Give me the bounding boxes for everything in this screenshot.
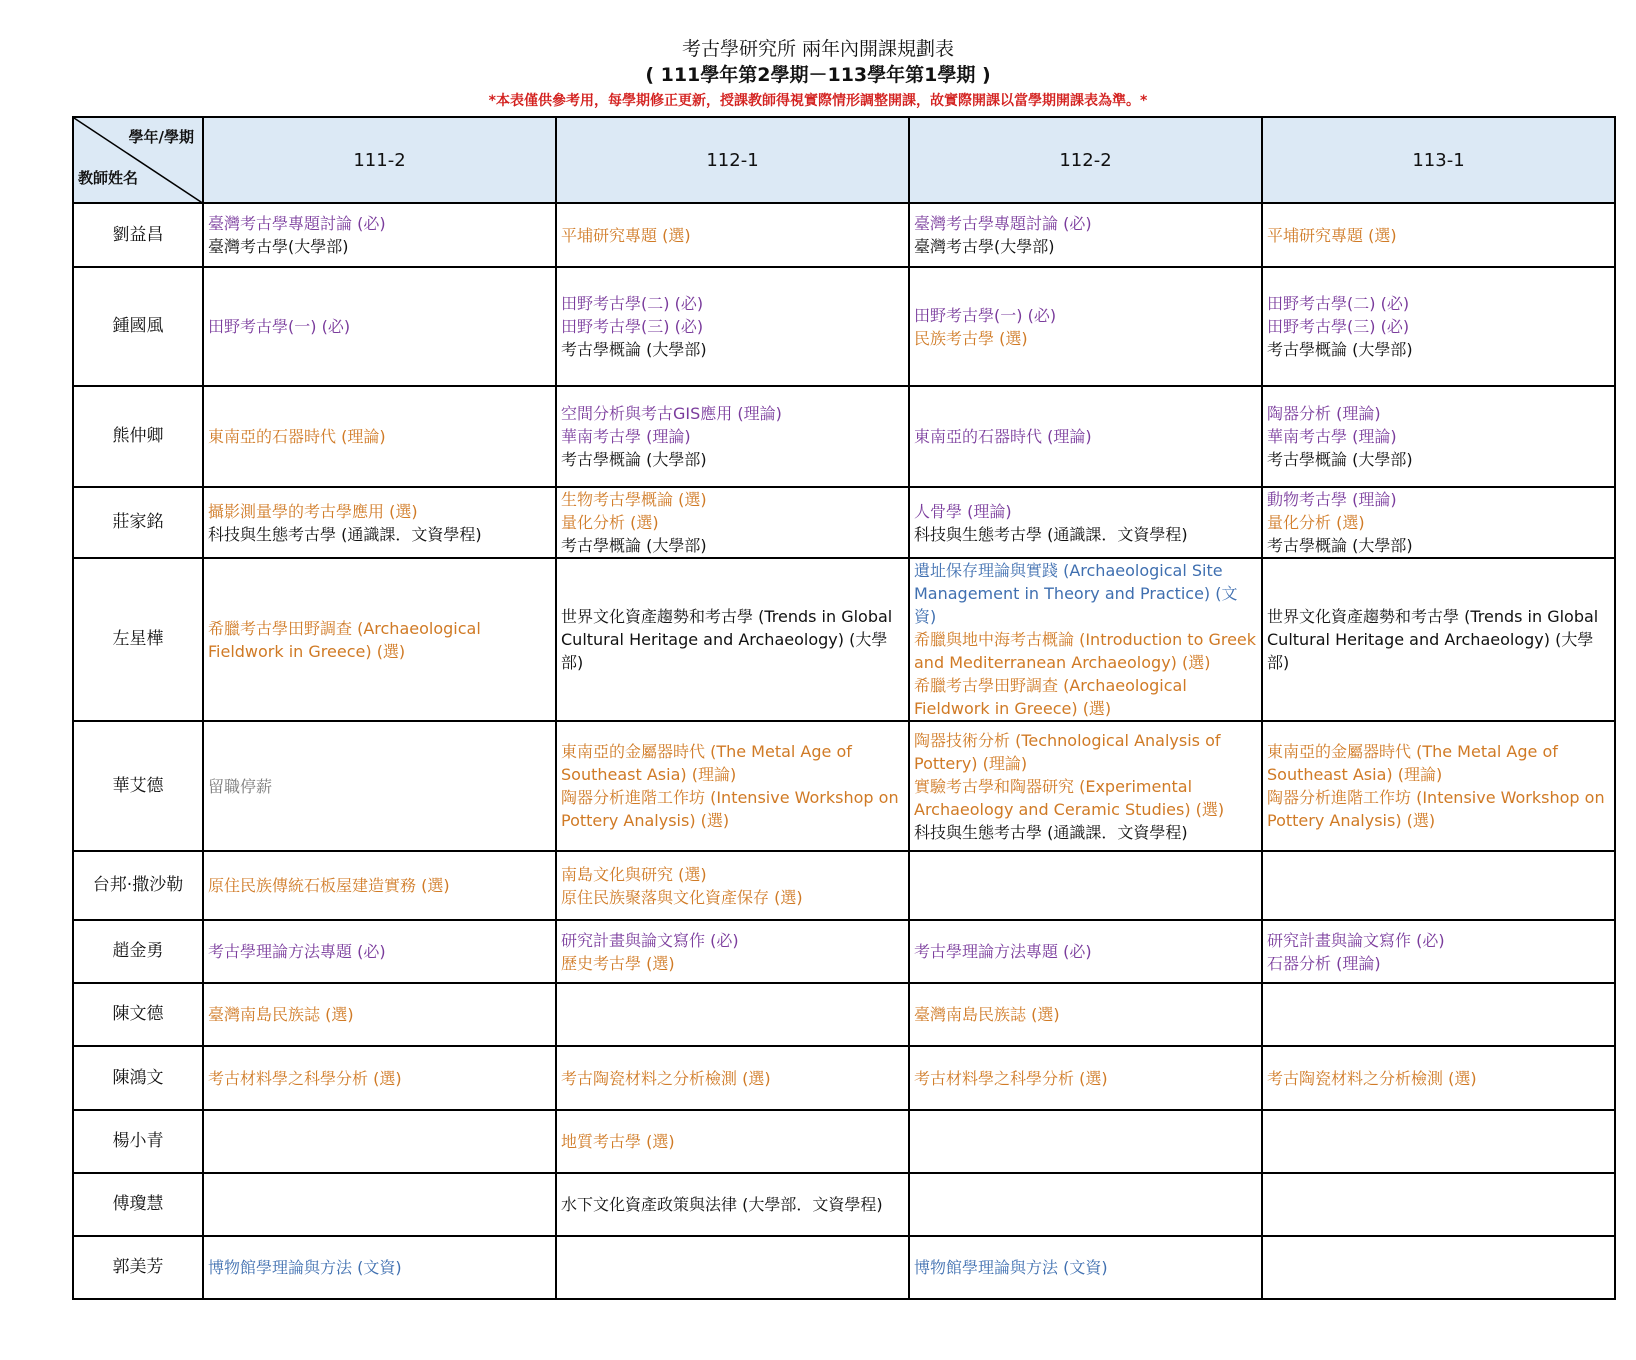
table-row: [73, 487, 1615, 558]
teacher-name: 鍾國風: [73, 267, 203, 386]
course-entry: 臺灣考古學(大學部): [208, 237, 349, 256]
teacher-name: 郭美芳: [73, 1236, 203, 1299]
course-entry: 南島文化與研究 (選): [561, 864, 707, 884]
course-entry: 臺灣考古學專題討論 (必): [914, 214, 1092, 233]
course-entry: 陶器技術分析 (Technological Analysis of Pottery) (理論): [914, 730, 1221, 773]
course-cell: [909, 920, 1262, 983]
course-cell: [203, 203, 556, 267]
teacher-name: 熊仲卿: [73, 386, 203, 487]
course-cell: [909, 487, 1262, 558]
course-entry: 考古陶瓷材料之分析檢測 (選): [561, 1068, 771, 1088]
course-cell: [1262, 267, 1615, 386]
table-body: [73, 203, 1615, 1299]
course-cell: [1262, 1173, 1615, 1236]
course-entry: 考古學理論方法專題 (必): [914, 942, 1092, 961]
course-cell: [556, 267, 909, 386]
course-cell: [909, 386, 1262, 487]
course-cell: [1262, 487, 1615, 558]
teacher-name: 台邦‧撒沙勒: [73, 851, 203, 920]
course-cell: [203, 487, 556, 558]
semester-header-112-2: 112-2: [909, 117, 1262, 203]
course-entry: 世界文化資產趨勢和考古學 (Trends in Global Cultural Heritage and Archaeology) (大學部): [561, 607, 893, 672]
course-entry: 考古學理論方法專題 (必): [208, 942, 386, 961]
course-cell: [909, 1173, 1262, 1236]
table-row: [73, 1236, 1615, 1299]
course-entry: 考古學概論 (大學部): [561, 450, 707, 469]
course-cell: [203, 920, 556, 983]
course-cell: [1262, 983, 1615, 1046]
course-entry: 希臘與地中海考古概論 (Introduction to Greek and Mediterranean Archaeology) (選): [914, 630, 1257, 672]
course-entry: 東南亞的金屬器時代 (The Metal Age of Southeast Asia) (理論): [561, 742, 852, 784]
table-row: [73, 203, 1615, 267]
course-cell: [203, 1173, 556, 1236]
course-cell: [909, 203, 1262, 267]
course-entry: 臺灣考古學專題討論 (必): [208, 214, 386, 233]
course-entry: 臺灣南島民族誌 (選): [914, 1005, 1060, 1024]
course-cell: [203, 267, 556, 386]
course-cell: [909, 1110, 1262, 1173]
course-cell: [556, 558, 909, 721]
course-cell: [556, 1046, 909, 1110]
course-cell: [1262, 1236, 1615, 1299]
header-row: [73, 117, 1615, 203]
teacher-name: 華艾德: [73, 721, 203, 851]
teacher-name: 陳文德: [73, 983, 203, 1046]
course-cell: [909, 1236, 1262, 1299]
course-entry: 田野考古學(二) (必): [561, 294, 704, 313]
course-entry: 人骨學 (理論): [914, 501, 1012, 521]
course-cell: [909, 721, 1262, 851]
course-cell: [556, 1110, 909, 1173]
table-row: [73, 721, 1615, 851]
course-entry: 水下文化資產政策與法律 (大學部．文資學程): [561, 1195, 883, 1214]
course-entry: 田野考古學(三) (必): [561, 317, 704, 336]
course-entry: 陶器分析 (理論): [1267, 404, 1381, 423]
teacher-name: 傅瓊慧: [73, 1173, 203, 1236]
corner-cell: [73, 117, 203, 203]
table-row: [73, 386, 1615, 487]
course-entry: 考古學概論 (大學部): [1267, 536, 1413, 555]
course-cell: [1262, 386, 1615, 487]
course-entry: 研究計畫與論文寫作 (必): [561, 930, 739, 950]
course-entry: 博物館學理論與方法 (文資): [208, 1258, 402, 1277]
course-entry: 考古學概論 (大學部): [1267, 340, 1413, 359]
course-cell: [909, 983, 1262, 1046]
teacher-name: 左星樺: [73, 558, 203, 721]
course-cell: [556, 920, 909, 983]
course-entry: 考古材料學之科學分析 (選): [208, 1068, 402, 1088]
course-entry: 臺灣南島民族誌 (選): [208, 1005, 354, 1024]
table-row: [73, 558, 1615, 721]
course-entry: 東南亞的金屬器時代 (The Metal Age of Southeast Asia) (理論): [1267, 742, 1558, 784]
course-cell: [203, 851, 556, 920]
table-row: [73, 267, 1615, 386]
course-entry: 希臘考古學田野調查 (Archaeological Fieldwork in Greece) (選): [208, 618, 481, 661]
course-cell: [556, 386, 909, 487]
course-cell: [909, 851, 1262, 920]
course-cell: [1262, 1046, 1615, 1110]
table-row: [73, 983, 1615, 1046]
course-entry: 民族考古學 (選): [914, 328, 1028, 348]
course-cell: [1262, 920, 1615, 983]
corner-semester-label: 學年/學期: [128, 128, 194, 146]
table-row: [73, 1173, 1615, 1236]
course-entry: 華南考古學 (理論): [1267, 427, 1397, 446]
course-cell: [1262, 851, 1615, 920]
course-cell: [203, 1110, 556, 1173]
course-entry: 空間分析與考古GIS應用 (理論): [561, 404, 782, 423]
course-entry: 陶器分析進階工作坊 (Intensive Workshop on Pottery Analysis) (選): [561, 788, 899, 830]
course-entry: 臺灣考古學(大學部): [914, 237, 1055, 256]
table-row: [73, 1046, 1615, 1110]
course-entry: 田野考古學(一) (必): [914, 305, 1057, 325]
table-row: [73, 851, 1615, 920]
course-cell: [203, 386, 556, 487]
page-subtitle: ( 111學年第2學期－113學年第1學期 ): [645, 64, 991, 86]
course-cell: [556, 1236, 909, 1299]
course-entry: 科技與生態考古學 (通識課．文資學程): [914, 524, 1188, 544]
corner-teacher-label: 教師姓名: [78, 169, 139, 187]
course-entry: 陶器分析進階工作坊 (Intensive Workshop on Pottery Analysis) (選): [1267, 788, 1605, 830]
course-entry: 歷史考古學 (選): [561, 953, 675, 973]
course-entry: 考古學概論 (大學部): [1267, 450, 1413, 469]
course-entry: 考古學概論 (大學部): [561, 340, 707, 359]
course-entry: 田野考古學(三) (必): [1267, 317, 1410, 336]
semester-header-112-1: 112-1: [556, 117, 909, 203]
course-cell: [1262, 1110, 1615, 1173]
teacher-name: 劉益昌: [73, 203, 203, 267]
course-entry: 東南亞的石器時代 (理論): [914, 427, 1092, 446]
course-entry: 留職停薪: [208, 776, 273, 796]
course-cell: [1262, 203, 1615, 267]
course-entry: 遺址保存理論與實踐 (Archaeological Site Management in Theory and Practice) (文資): [914, 561, 1238, 626]
course-entry: 原住民族聚落與文化資產保存 (選): [561, 887, 803, 907]
course-entry: 考古陶瓷材料之分析檢測 (選): [1267, 1068, 1477, 1088]
course-entry: 科技與生態考古學 (通識課．文資學程): [914, 822, 1188, 842]
course-entry: 研究計畫與論文寫作 (必): [1267, 930, 1445, 950]
course-cell: [1262, 558, 1615, 721]
course-entry: 世界文化資產趨勢和考古學 (Trends in Global Cultural Heritage and Archaeology) (大學部): [1267, 607, 1599, 672]
course-cell: [203, 1046, 556, 1110]
course-cell: [1262, 721, 1615, 851]
course-cell: [556, 983, 909, 1046]
course-entry: 原住民族傳統石板屋建造實務 (選): [208, 876, 450, 895]
course-entry: 東南亞的石器時代 (理論): [208, 427, 386, 446]
course-entry: 華南考古學 (理論): [561, 427, 691, 446]
course-entry: 石器分析 (理論): [1267, 953, 1381, 973]
course-cell: [909, 267, 1262, 386]
course-entry: 攝影測量學的考古學應用 (選): [208, 501, 418, 521]
course-cell: [556, 721, 909, 851]
course-entry: 量化分析 (選): [1267, 513, 1365, 532]
course-cell: [203, 1236, 556, 1299]
course-entry: 地質考古學 (選): [561, 1132, 675, 1151]
course-entry: 生物考古學概論 (選): [561, 490, 707, 509]
semester-header-111-2: 111-2: [203, 117, 556, 203]
course-entry: 動物考古學 (理論): [1267, 490, 1397, 509]
course-entry: 平埔研究專題 (選): [561, 225, 691, 245]
teacher-name: 陳鴻文: [73, 1046, 203, 1110]
teacher-name: 楊小青: [73, 1110, 203, 1173]
course-entry: 田野考古學(二) (必): [1267, 294, 1410, 313]
course-entry: 量化分析 (選): [561, 513, 659, 532]
course-entry: 希臘考古學田野調查 (Archaeological Fieldwork in Greece) (選): [914, 676, 1187, 718]
semester-header-113-1: 113-1: [1262, 117, 1615, 203]
course-cell: [909, 558, 1262, 721]
course-entry: 科技與生態考古學 (通識課．文資學程): [208, 524, 482, 544]
table-row: [73, 920, 1615, 983]
table-row: [73, 1110, 1615, 1173]
course-cell: [203, 983, 556, 1046]
course-cell: [909, 1046, 1262, 1110]
course-cell: [556, 1173, 909, 1236]
course-entry: 博物館學理論與方法 (文資): [914, 1258, 1108, 1277]
teacher-name: 趙金勇: [73, 920, 203, 983]
course-entry: 平埔研究專題 (選): [1267, 225, 1397, 245]
course-entry: 考古材料學之科學分析 (選): [914, 1068, 1108, 1088]
course-cell: [556, 487, 909, 558]
course-entry: 實驗考古學和陶器研究 (Experimental Archaeology and Ceramic Studies) (選): [914, 776, 1225, 819]
course-cell: [556, 851, 909, 920]
teacher-name: 莊家銘: [73, 487, 203, 558]
course-cell: [203, 721, 556, 851]
course-cell: [203, 558, 556, 721]
course-cell: [556, 203, 909, 267]
disclaimer-notice: *本表僅供參考用，每學期修正更新，授課教師得視實際情形調整開課，故實際開課以當學期開課表為準。*: [488, 93, 1148, 109]
course-plan-table: [72, 116, 1616, 1300]
course-entry: 考古學概論 (大學部): [561, 536, 707, 555]
course-entry: 田野考古學(一) (必): [208, 317, 351, 336]
page-title: 考古學研究所 兩年內開課規劃表: [681, 38, 955, 60]
